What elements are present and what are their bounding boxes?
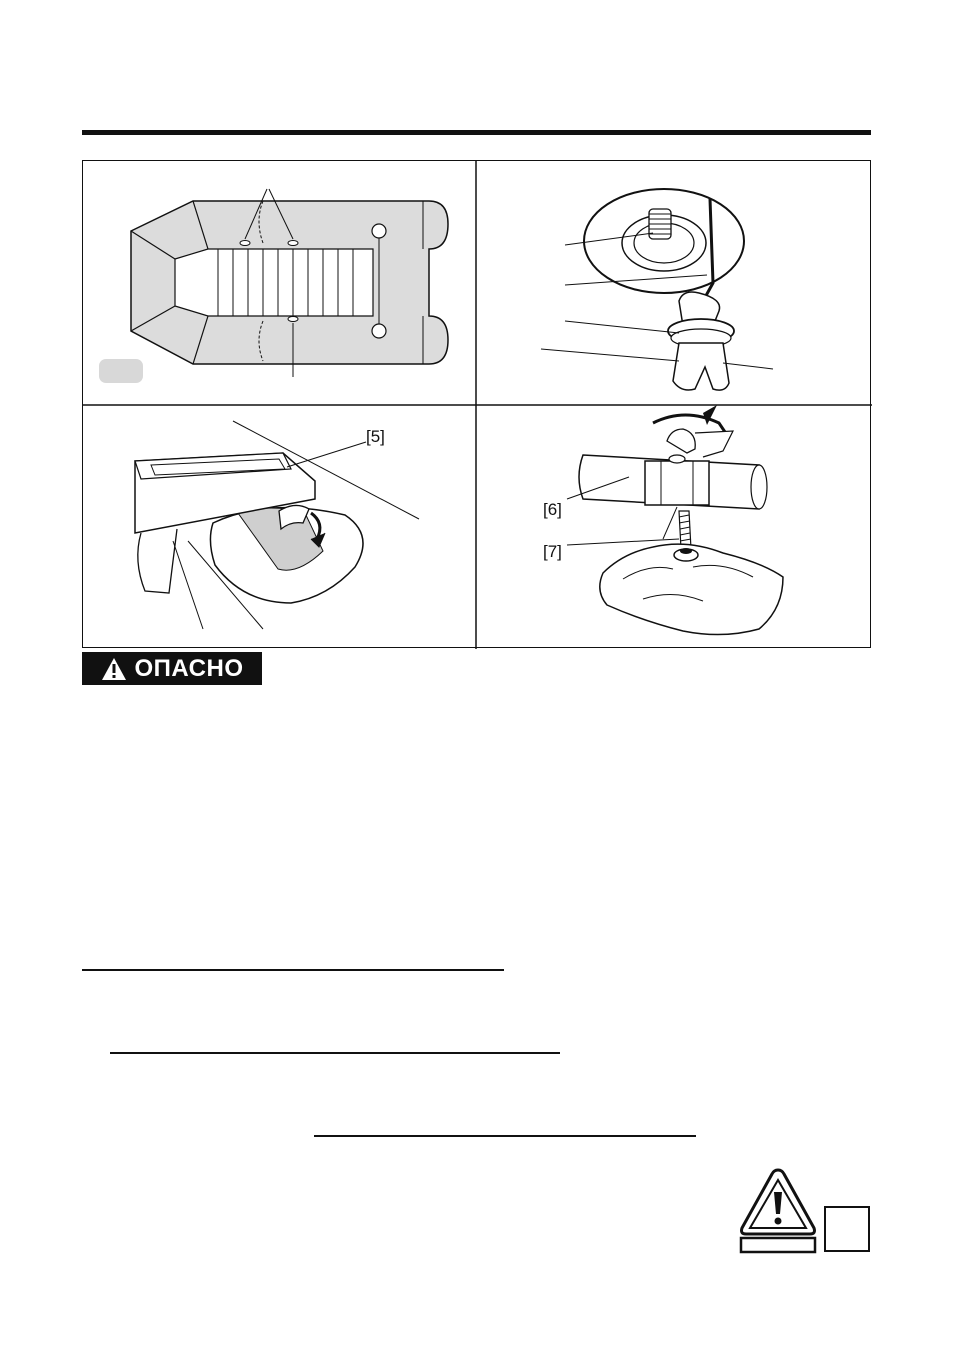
- callout-7: [7]: [543, 542, 562, 561]
- danger-label: ОПАСНО: [134, 654, 244, 682]
- illustration-grid: [82, 160, 871, 648]
- callout-6: [6]: [543, 500, 562, 519]
- underline-3: [314, 1135, 696, 1137]
- illustration-svg: [83, 161, 872, 649]
- caution-exclamation-icon: [738, 1166, 818, 1256]
- callout-5: [5]: [366, 427, 385, 446]
- header-rule: [82, 130, 871, 135]
- warning-triangle-icon: [101, 657, 127, 681]
- underline-1: [82, 969, 504, 971]
- page-number-box: [824, 1206, 870, 1252]
- boat-top-view-illustration: [99, 189, 448, 383]
- danger-banner: [82, 652, 262, 685]
- underline-2: [110, 1052, 560, 1054]
- pump-connection-illustration: [543, 405, 783, 635]
- seat-mount-illustration: [135, 421, 419, 629]
